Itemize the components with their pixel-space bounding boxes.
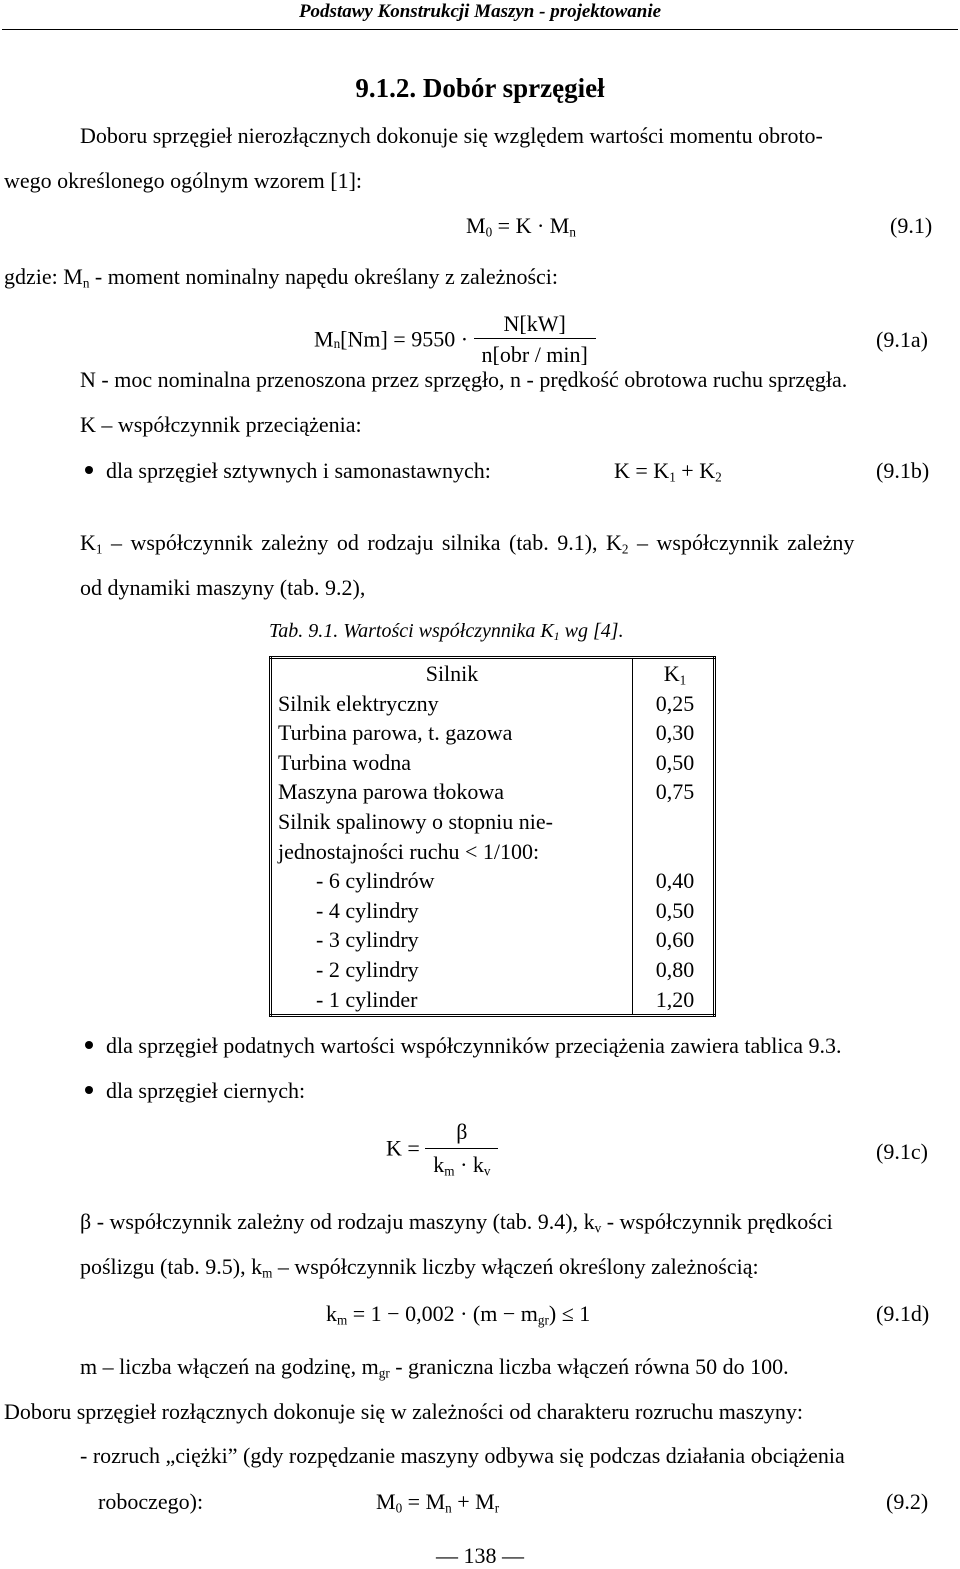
eq-sub: m bbox=[337, 1312, 348, 1328]
text-run: m – liczba włączeń na godzinę, m bbox=[80, 1354, 379, 1379]
row-name: - 1 cylinder bbox=[316, 986, 418, 1012]
fraction-denominator bbox=[425, 1149, 498, 1177]
row-value: 0,30 bbox=[633, 718, 715, 748]
page-number: — 138 — bbox=[436, 1543, 524, 1568]
table-row bbox=[271, 837, 715, 867]
equation-9-1c bbox=[386, 1120, 498, 1177]
row-name: Maszyna parowa tłokowa bbox=[278, 779, 505, 805]
eq-text: = 1 − 0,002 · (m − m bbox=[347, 1301, 538, 1326]
equation-9-1 bbox=[466, 214, 576, 238]
fraction-numerator: β bbox=[425, 1120, 498, 1149]
eq-sub: m bbox=[444, 1163, 455, 1179]
k1-description-line1 bbox=[80, 531, 854, 555]
eq-sub: n bbox=[333, 336, 341, 352]
fraction-numerator: N[kW] bbox=[474, 312, 596, 339]
row-value: 0,75 bbox=[633, 777, 715, 807]
text-run: gdzie: M bbox=[4, 264, 83, 289]
eq-sub: n bbox=[569, 224, 576, 240]
text-run: Tab. 9.1. Wartości współczynnika K bbox=[269, 620, 554, 642]
eq-text: = K · M bbox=[492, 213, 570, 238]
header-rule bbox=[2, 29, 958, 30]
row-value bbox=[633, 807, 715, 837]
table-row bbox=[271, 896, 715, 926]
eq-text: M bbox=[314, 326, 334, 352]
row-name: - 2 cylindry bbox=[316, 956, 419, 982]
equation-9-1d bbox=[326, 1302, 590, 1326]
row-value: 0,60 bbox=[633, 925, 715, 955]
text-run: – współczynnik zależny bbox=[628, 530, 855, 555]
fraction bbox=[474, 312, 596, 367]
section-title: 9.1.2. Dobór sprzęgieł bbox=[355, 73, 605, 103]
subscript: gr bbox=[378, 1365, 390, 1381]
bullet-icon bbox=[85, 1086, 93, 1094]
gdzie-line bbox=[4, 265, 558, 289]
eq-sub: 2 bbox=[715, 469, 722, 485]
subscript: v bbox=[594, 1220, 602, 1236]
text-run: – współczynnik zależny od rodzaju silnika (tab. 9.1), K bbox=[102, 530, 622, 555]
fraction-denominator: n[obr / min] bbox=[481, 342, 588, 368]
beta-description-line2 bbox=[80, 1255, 759, 1279]
row-name: - 4 cylindry bbox=[316, 897, 419, 923]
running-header: Podstawy Konstrukcji Maszyn - projektowanie bbox=[298, 1, 662, 22]
bullet-icon bbox=[85, 1041, 93, 1049]
row-value: 1,20 bbox=[633, 985, 715, 1016]
text-run: - graniczna liczba włączeń równa 50 do 100. bbox=[389, 1354, 789, 1379]
subscript: m bbox=[262, 1265, 273, 1281]
text-run: – współczynnik liczby włączeń określony zależnością: bbox=[272, 1254, 759, 1279]
paragraph-K: K – współczynnik przeciążenia: bbox=[80, 412, 362, 437]
table-row bbox=[271, 689, 715, 719]
eq-text: M bbox=[466, 213, 486, 238]
row-name: Silnik elektryczny bbox=[278, 690, 439, 716]
table-row bbox=[271, 807, 715, 837]
subscript: 1 bbox=[95, 541, 103, 557]
equation-number: (9.1d) bbox=[876, 1301, 930, 1326]
beta-description-line1 bbox=[80, 1210, 833, 1234]
header-k-sub: 1 bbox=[679, 672, 687, 688]
equation-number: (9.2) bbox=[886, 1489, 929, 1514]
equation-number: (9.1b) bbox=[876, 458, 930, 483]
equation-number: (9.1c) bbox=[876, 1139, 928, 1164]
eq-text: M bbox=[376, 1489, 396, 1514]
row-value: 0,50 bbox=[633, 896, 715, 926]
equation-9-1a bbox=[314, 312, 596, 367]
row-name: jednostajności ruchu < 1/100: bbox=[278, 838, 540, 864]
k1-table bbox=[269, 656, 716, 1017]
row-value bbox=[633, 837, 715, 867]
equation-number: (9.1a) bbox=[876, 327, 928, 352]
table-row bbox=[271, 925, 715, 955]
text-run: wg [4]. bbox=[559, 620, 624, 642]
equation-number: (9.1) bbox=[890, 213, 933, 238]
subscript: 1 bbox=[553, 629, 560, 643]
header-k1 bbox=[633, 658, 715, 689]
header-silnik: Silnik bbox=[425, 661, 479, 686]
eq-text: ) ≤ 1 bbox=[548, 1301, 591, 1326]
table-row bbox=[271, 748, 715, 778]
m-description bbox=[80, 1355, 789, 1379]
text-run: K bbox=[80, 530, 96, 555]
table-row bbox=[271, 955, 715, 985]
eq-text: [Nm] = 9550 · bbox=[340, 326, 469, 352]
k1-description-line2: od dynamiki maszyny (tab. 9.2), bbox=[80, 575, 366, 600]
intro-line-1: Doboru sprzęgieł nierozłącznych dokonuje się względem wartości momentu obroto- bbox=[80, 123, 823, 148]
table-caption bbox=[269, 620, 624, 642]
eq-text: K = bbox=[386, 1135, 420, 1161]
text-run: poślizgu (tab. 9.5), k bbox=[80, 1254, 263, 1279]
row-name: Silnik spalinowy o stopniu nie- bbox=[278, 808, 553, 834]
table-row bbox=[271, 866, 715, 896]
table-row bbox=[271, 985, 715, 1016]
subscript: 2 bbox=[621, 541, 629, 557]
text-run: β - współczynnik zależny od rodzaju maszyny (tab. 9.4), k bbox=[80, 1209, 595, 1234]
rozruch-line2: roboczego): bbox=[98, 1489, 204, 1514]
eq-sub: v bbox=[483, 1163, 491, 1179]
text-run: - współczynnik prędkości bbox=[601, 1209, 833, 1234]
intro-line-2: wego określonego ogólnym wzorem [1]: bbox=[4, 168, 363, 193]
fraction bbox=[425, 1120, 498, 1177]
formula-9-1b bbox=[614, 459, 722, 483]
eq-text: K = K bbox=[614, 458, 670, 483]
bullet-podatne: dla sprzęgieł podatnych wartości współczynników przeciążenia zawiera tablica 9.3. bbox=[106, 1033, 842, 1058]
table-row bbox=[271, 718, 715, 748]
eq-sub: 0 bbox=[485, 224, 493, 240]
row-value: 0,50 bbox=[633, 748, 715, 778]
row-value: 0,40 bbox=[633, 866, 715, 896]
eq-text: k bbox=[433, 1152, 445, 1178]
eq-text: = M bbox=[402, 1489, 446, 1514]
table-header-row bbox=[271, 658, 715, 689]
detachable-couplings-paragraph: Doboru sprzęgieł rozłącznych dokonuje się w zależności od charakteru rozruchu maszyny: bbox=[4, 1399, 804, 1424]
row-name: - 6 cylindrów bbox=[316, 868, 435, 894]
row-value: 0,25 bbox=[633, 689, 715, 719]
row-name: Turbina parowa, t. gazowa bbox=[278, 720, 513, 746]
eq-text: · k bbox=[454, 1152, 484, 1178]
eq-text: k bbox=[326, 1301, 337, 1326]
row-name: - 3 cylindry bbox=[316, 927, 419, 953]
eq-sub: 1 bbox=[669, 469, 676, 485]
paragraph-N: N - moc nominalna przenoszona przez sprzęgło, n - prędkość obrotowa ruchu sprzęgła. bbox=[80, 367, 848, 392]
bullet-sztywne: dla sprzęgieł sztywnych i samonastawnych: bbox=[106, 458, 491, 483]
eq-text: + K bbox=[675, 458, 716, 483]
text-run: - moment nominalny napędu określany z zależności: bbox=[89, 264, 558, 289]
equation-9-2 bbox=[376, 1490, 499, 1514]
header-k-text: K bbox=[663, 661, 680, 686]
eq-sub: 0 bbox=[395, 1500, 403, 1516]
bullet-icon bbox=[85, 466, 93, 474]
eq-sub: gr bbox=[537, 1312, 549, 1328]
eq-text: + M bbox=[451, 1489, 495, 1514]
table-row bbox=[271, 777, 715, 807]
subscript: n bbox=[82, 275, 90, 291]
eq-sub: r bbox=[494, 1500, 500, 1516]
bullet-cierne: dla sprzęgieł ciernych: bbox=[106, 1078, 306, 1103]
row-name: Turbina wodna bbox=[278, 749, 412, 775]
rozruch-line1: - rozruch „ciężki” (gdy rozpędzanie maszyny odbywa się podczas działania obciążenia bbox=[80, 1443, 845, 1468]
row-value: 0,80 bbox=[633, 955, 715, 985]
eq-sub: n bbox=[445, 1500, 452, 1516]
